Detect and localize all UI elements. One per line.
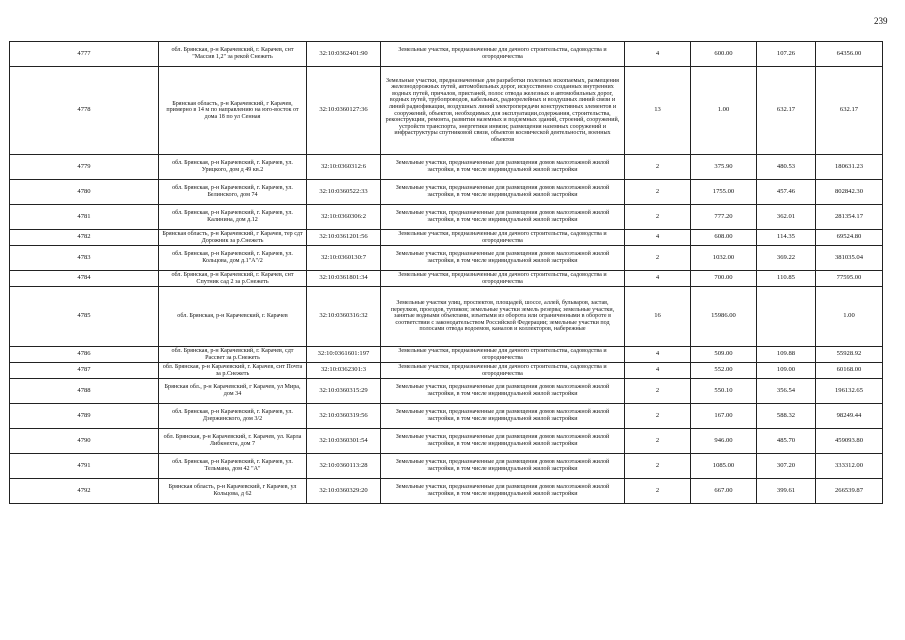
area-cell: 1.00 xyxy=(691,67,757,155)
cadastral-value-cell: 55928.92 xyxy=(816,347,883,363)
row-number: 4777 xyxy=(10,42,159,67)
area-cell: 1755.00 xyxy=(691,180,757,205)
table-row xyxy=(10,271,883,287)
row-number: 4792 xyxy=(10,479,159,504)
cadastral-number-cell: 32:10:0360130:7 xyxy=(307,246,381,271)
area-cell: 667.00 xyxy=(691,479,757,504)
land-use-cell: Земельные участки, предназначенные для разработки полезных ископаемых, размещения железнодорожных путей, автомобильных дорог, искусственно созданных внутренних водных путей, причалов, пристаней, полос отвода железных и автомобильных дорог, водных путей, трубопроводов, кабельных, радиорелейных и воздушных линий связи и линий радиофикации, воздушных линий электропередачи конструктивных элементов и сооружений, объектов, необходимых для эксплуатации,содержания, строительства, реконструкции, ремонта, развития наземных и подземных зданий, строений, сооружений, устройств транспорта, энергетики инвязи; размещения наземных сооружений и инфраструктуры спутниковой связи, объектов космической деятельности, военных объектов xyxy=(381,67,625,155)
area-cell: 1032.00 xyxy=(691,246,757,271)
address-cell: обл. Брянская, р-н Карачевский, г. Карачев, ул. Дзержинского, дом 3/2 xyxy=(159,404,307,429)
group-code-cell: 2 xyxy=(625,246,691,271)
address-cell: обл. Брянская, р-н Карачевский, г. Карачев, снт "Массив 1,2" за рекой Снежеть xyxy=(159,42,307,67)
land-use-cell: Земельные участки, предназначенные для дачного строительства, садоводства и огородничества xyxy=(381,363,625,379)
cadastral-number-cell: 32:10:0360319:56 xyxy=(307,404,381,429)
specific-value-cell: 588.32 xyxy=(757,404,816,429)
specific-value-cell: 480.53 xyxy=(757,155,816,180)
specific-value-cell: 110.85 xyxy=(757,271,816,287)
cadastral-number-cell: 32:10:0360301:54 xyxy=(307,429,381,454)
cadastral-number-cell: 32:10:0360312:6 xyxy=(307,155,381,180)
cadastral-number-cell: 32:10:0362401:90 xyxy=(307,42,381,67)
row-number: 4788 xyxy=(10,379,159,404)
area-cell: 550.10 xyxy=(691,379,757,404)
address-cell: обл. Брянская, р-н Карачевский, г. Карачев, ул. Белинского, дом 74 xyxy=(159,180,307,205)
area-cell: 777.20 xyxy=(691,205,757,230)
group-code-cell: 2 xyxy=(625,404,691,429)
specific-value-cell xyxy=(757,287,816,347)
specific-value-cell: 632.17 xyxy=(757,67,816,155)
land-use-cell: Земельные участки, предназначенные для размещения домов малоэтажной жилой застройки, в том числе индивидуальной жилой застройки xyxy=(381,246,625,271)
cadastral-number-cell: 32:10:0360315:29 xyxy=(307,379,381,404)
area-cell: 509.00 xyxy=(691,347,757,363)
cadastral-value-cell: 98249.44 xyxy=(816,404,883,429)
land-use-cell: Земельные участки, предназначенные для размещения домов малоэтажной жилой застройки, в том числе индивидуальной жилой застройки xyxy=(381,479,625,504)
table-row xyxy=(10,180,883,205)
address-cell: обл. Брянская, р-н Карачевский, г. Карачев xyxy=(159,287,307,347)
cadastral-value-cell: 180631.23 xyxy=(816,155,883,180)
table-row xyxy=(10,246,883,271)
specific-value-cell: 369.22 xyxy=(757,246,816,271)
cadastral-number-cell: 32:10:0361201:56 xyxy=(307,230,381,246)
row-number: 4778 xyxy=(10,67,159,155)
table-row xyxy=(10,230,883,246)
land-use-cell: Земельные участки, предназначенные для дачного строительства, садоводства и огородничества xyxy=(381,347,625,363)
group-code-cell: 4 xyxy=(625,363,691,379)
cadastral-value-cell: 381035.04 xyxy=(816,246,883,271)
cadastral-number-cell: 32:10:0361801:34 xyxy=(307,271,381,287)
group-code-cell: 2 xyxy=(625,479,691,504)
land-registry-table xyxy=(9,41,883,504)
table-row xyxy=(10,404,883,429)
area-cell: 700.00 xyxy=(691,271,757,287)
address-cell: обл. Брянская, р-н Карачевский, г. Карачев, сдт Рассвет за р.Снежеть xyxy=(159,347,307,363)
specific-value-cell: 356.54 xyxy=(757,379,816,404)
row-number: 4789 xyxy=(10,404,159,429)
cadastral-number-cell: 32:10:0362301:3 xyxy=(307,363,381,379)
cadastral-value-cell: 459093.80 xyxy=(816,429,883,454)
row-number: 4791 xyxy=(10,454,159,479)
address-cell: обл. Брянская, р-н Карачевский, г. Карачев, ул. Кольцова, дом д.1"А"/2 xyxy=(159,246,307,271)
land-use-cell: Земельные участки, предназначенные для дачного строительства, садоводства и огородничества xyxy=(381,271,625,287)
cadastral-value-cell: 77595.00 xyxy=(816,271,883,287)
group-code-cell: 2 xyxy=(625,454,691,479)
specific-value-cell: 109.00 xyxy=(757,363,816,379)
address-cell: Брянская область, р-н Карачевский, г Карачев, ул Кольцова, д 62 xyxy=(159,479,307,504)
land-use-cell: Земельные участки, предназначенные для дачного строительства, садоводства и огородничества xyxy=(381,230,625,246)
address-cell: Брянская обл., р-н Карачевский, г Карачев, ул Мира, дом 34 xyxy=(159,379,307,404)
address-cell: обл. Брянская, р-н Карачевский, г. Карачев, снт Спутник сад 2 за р.Снежеть xyxy=(159,271,307,287)
land-use-cell: Земельные участки, предназначенные для размещения домов малоэтажной жилой застройки, в том числе индивидуальной жилой застройки xyxy=(381,379,625,404)
table-row xyxy=(10,67,883,155)
cadastral-value-cell: 281354.17 xyxy=(816,205,883,230)
area-cell: 600.00 xyxy=(691,42,757,67)
group-code-cell: 2 xyxy=(625,205,691,230)
group-code-cell: 4 xyxy=(625,271,691,287)
table-row xyxy=(10,379,883,404)
group-code-cell: 4 xyxy=(625,230,691,246)
land-use-cell: Земельные участки, предназначенные для размещения домов малоэтажной жилой застройки, в том числе индивидуальной жилой застройки xyxy=(381,205,625,230)
cadastral-number-cell: 32:10:0361601:197 xyxy=(307,347,381,363)
cadastral-value-cell: 802842.30 xyxy=(816,180,883,205)
area-cell: 946.00 xyxy=(691,429,757,454)
cadastral-number-cell: 32:10:0360127:36 xyxy=(307,67,381,155)
page-number: 239 xyxy=(874,16,888,26)
row-number: 4787 xyxy=(10,363,159,379)
table-row xyxy=(10,429,883,454)
address-cell: обл. Брянская, р-н Карачевский, г. Карачев, ул. Урицкого, дом д 49 кв.2 xyxy=(159,155,307,180)
specific-value-cell: 399.61 xyxy=(757,479,816,504)
group-code-cell: 2 xyxy=(625,429,691,454)
group-code-cell: 4 xyxy=(625,347,691,363)
row-number: 4781 xyxy=(10,205,159,230)
row-number: 4780 xyxy=(10,180,159,205)
row-number: 4785 xyxy=(10,287,159,347)
table-row xyxy=(10,454,883,479)
land-use-cell: Земельные участки, предназначенные для размещения домов малоэтажной жилой застройки, в том числе индивидуальной жилой застройки xyxy=(381,155,625,180)
row-number: 4790 xyxy=(10,429,159,454)
table-row xyxy=(10,479,883,504)
table-row xyxy=(10,363,883,379)
address-cell: Брянская область, р-н Карачевский, г Карачев, тер сдт Дорожник за р.Снежеть xyxy=(159,230,307,246)
group-code-cell: 4 xyxy=(625,42,691,67)
cadastral-value-cell: 64356.00 xyxy=(816,42,883,67)
row-number: 4779 xyxy=(10,155,159,180)
land-use-cell: Земельные участки, предназначенные для размещения домов малоэтажной жилой застройки, в том числе индивидуальной жилой застройки xyxy=(381,180,625,205)
specific-value-cell: 457.46 xyxy=(757,180,816,205)
area-cell: 552.00 xyxy=(691,363,757,379)
address-cell: обл. Брянская, р-н Карачевский, г. Карачев, ул. Тельмана, дом 42 "А" xyxy=(159,454,307,479)
specific-value-cell: 485.70 xyxy=(757,429,816,454)
group-code-cell: 2 xyxy=(625,155,691,180)
cadastral-value-cell: 632.17 xyxy=(816,67,883,155)
cadastral-value-cell: 60168.00 xyxy=(816,363,883,379)
land-use-cell: Земельные участки, предназначенные для размещения домов малоэтажной жилой застройки, в том числе индивидуальной жилой застройки xyxy=(381,429,625,454)
address-cell: обл. Брянская, р-н Карачевский, г. Карачев, снт Почта за р.Снежеть xyxy=(159,363,307,379)
cadastral-value-cell: 266539.87 xyxy=(816,479,883,504)
cadastral-number-cell: 32:10:0360329:20 xyxy=(307,479,381,504)
cadastral-number-cell: 32:10:0360316:32 xyxy=(307,287,381,347)
cadastral-number-cell: 32:10:0360113:28 xyxy=(307,454,381,479)
row-number: 4782 xyxy=(10,230,159,246)
specific-value-cell: 307.20 xyxy=(757,454,816,479)
table-row xyxy=(10,205,883,230)
area-cell: 375.90 xyxy=(691,155,757,180)
land-use-cell: Земельные участки улиц, проспектов, площадей, шоссе, аллей, бульваров, застав, переулков, проездов, тупиков; земельные участки земель резерва; земельные участки, занятые водными объектами, изъятыми из оборота или ограниченными в обороте в соответствии с законодательством Российской Федерации; земельные участки под полосами отвода водоемов, каналов и коллекторов, набережные xyxy=(381,287,625,347)
table-row xyxy=(10,155,883,180)
land-use-cell: Земельные участки, предназначенные для размещения домов малоэтажной жилой застройки, в том числе индивидуальной жилой застройки xyxy=(381,404,625,429)
group-code-cell: 2 xyxy=(625,379,691,404)
table-row xyxy=(10,42,883,67)
cadastral-value-cell: 1.00 xyxy=(816,287,883,347)
specific-value-cell: 107.26 xyxy=(757,42,816,67)
cadastral-number-cell: 32:10:0360306:2 xyxy=(307,205,381,230)
land-use-cell: Земельные участки, предназначенные для дачного строительства, садоводства и огородничества xyxy=(381,42,625,67)
cadastral-value-cell: 69524.80 xyxy=(816,230,883,246)
area-cell: 167.00 xyxy=(691,404,757,429)
cadastral-value-cell: 196132.65 xyxy=(816,379,883,404)
area-cell: 1085.00 xyxy=(691,454,757,479)
address-cell: Брянская область, р-н Карачевский, г Карачев, примерно в 14 м по направлению на юго-восток от дома 18 по ул Сенная xyxy=(159,67,307,155)
row-number: 4784 xyxy=(10,271,159,287)
specific-value-cell: 362.01 xyxy=(757,205,816,230)
address-cell: обл. Брянская, р-н Карачевский, г. Карачев, ул. Калинина, дом д.12 xyxy=(159,205,307,230)
specific-value-cell: 114.35 xyxy=(757,230,816,246)
address-cell: обл. Брянская, р-н Карачевский, г. Карачев, ул. Карла Либкнехта, дом 7 xyxy=(159,429,307,454)
group-code-cell: 13 xyxy=(625,67,691,155)
table-row xyxy=(10,287,883,347)
row-number: 4783 xyxy=(10,246,159,271)
table-row xyxy=(10,347,883,363)
group-code-cell: 2 xyxy=(625,180,691,205)
row-number: 4786 xyxy=(10,347,159,363)
land-use-cell: Земельные участки, предназначенные для размещения домов малоэтажной жилой застройки, в том числе индивидуальной жилой застройки xyxy=(381,454,625,479)
cadastral-value-cell: 333312.00 xyxy=(816,454,883,479)
area-cell: 608.00 xyxy=(691,230,757,246)
specific-value-cell: 109.88 xyxy=(757,347,816,363)
area-cell: 15986.00 xyxy=(691,287,757,347)
cadastral-number-cell: 32:10:0360522:33 xyxy=(307,180,381,205)
group-code-cell: 16 xyxy=(625,287,691,347)
